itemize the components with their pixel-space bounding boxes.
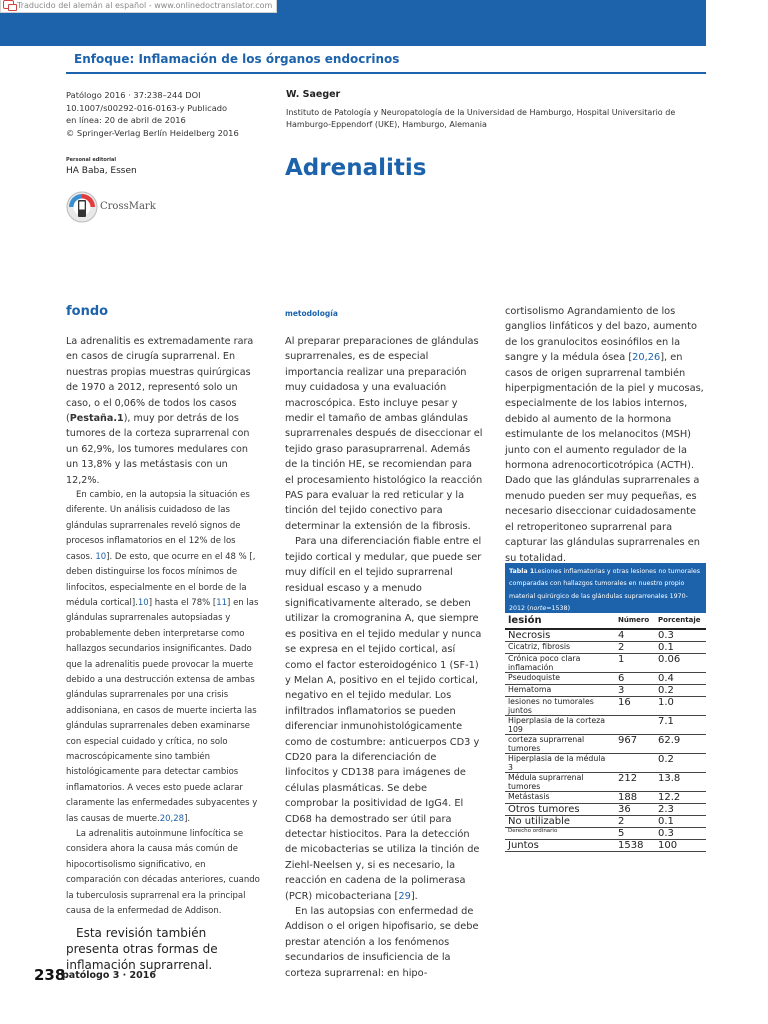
table-caption-text: Lesiones inflamatorias y otras lesiones no tumorales comparadas con hallazgos tumorales en nuestro propio material quirúrgico de las glándulas suprarrenales 1970-2012 ( [509, 568, 700, 613]
row-percent: 100 [655, 840, 706, 852]
row-number [615, 716, 655, 735]
row-number: 6 [615, 673, 655, 685]
row-number: 967 [615, 735, 655, 754]
editor-label: Personal editorial [66, 157, 117, 163]
row-percent: 7.1 [655, 716, 706, 735]
row-label: Juntos [505, 840, 615, 852]
paragraph: La adrenalitis autoinmune linfocítica se considera ahora la causa más común de hipocortisolismo significativo, en comparación con décadas anteriores, cuando la tuberculosis suprarrenal era la principal causa de la enfermedad de Addison. [66, 829, 260, 917]
author-affiliation: Instituto de Patología y Neuropatología de la Universidad de Hamburgo, Hospital Universitario de Hamburgo-Eppendorf (UKE), Hamburgo, Alemania [286, 108, 676, 129]
citation-link[interactable]: 20,26 [632, 352, 661, 364]
table-row [505, 654, 706, 673]
paragraph [505, 304, 705, 566]
focus-title: Enfoque: Inflamación de los órganos endocrinos [74, 52, 400, 66]
row-label: Otros tumores [505, 804, 615, 816]
row-label: No utilizable [505, 816, 615, 828]
column-header: lesión [505, 613, 615, 629]
row-number [615, 754, 655, 773]
row-label: Pseudoquiste [505, 673, 615, 685]
publication-meta [66, 89, 276, 139]
table-caption-italic: norte [529, 605, 547, 613]
text-run: ), muy por detrás de los tumores de la corteza suprarrenal con un 62,9%, los tumores medulares con un 13,8% y las metástasis con un 12,2%. [66, 413, 250, 486]
crossmark-icon [66, 191, 98, 223]
meta-line: © Springer-Verlag Berlín Heidelberg 2016 [66, 127, 239, 138]
text-run: ]. De esto, que ocurre en el 48 % [, deben distinguirse los focos mínimos de linfocitos, especialmente en el borde de la médula cortical]. [66, 551, 256, 608]
crossmark-label: CrossMark [100, 201, 156, 212]
citation-link[interactable]: 29 [398, 890, 411, 902]
table-row [505, 685, 706, 697]
row-number: 16 [615, 697, 655, 716]
table-reference[interactable]: Pestaña.1 [69, 413, 124, 425]
row-number: 212 [615, 773, 655, 792]
row-number: 2 [615, 642, 655, 654]
crossmark-badge[interactable] [66, 191, 162, 225]
row-number: 1538 [615, 840, 655, 852]
row-label: lesiones no tumorales juntos [505, 697, 615, 716]
row-percent: 0.3 [655, 629, 706, 642]
paragraph [285, 534, 483, 904]
lesions-table [505, 613, 706, 852]
column-header: Número [615, 613, 655, 629]
table-row [505, 804, 706, 816]
column-right [505, 304, 705, 566]
translator-bar[interactable] [0, 0, 277, 13]
article-title: Adrenalitis [285, 155, 427, 181]
table-row [505, 735, 706, 754]
text-run: ]. [184, 813, 191, 824]
section-heading-fondo: fondo [66, 304, 109, 319]
column-left [66, 334, 261, 973]
row-label: corteza suprarrenal tumores [505, 735, 615, 754]
row-label: Metástasis [505, 792, 615, 804]
row-label: Necrosis [505, 629, 615, 642]
row-percent: 0.4 [655, 673, 706, 685]
citation-link[interactable]: 20,28 [159, 813, 185, 824]
journal-footer: patólogo 3 · 2016 [62, 970, 156, 981]
meta-line: Patólogo 2016 · 37:238–244 DOI [66, 90, 201, 100]
text-run: cortisolismo Agrandamiento de los ganglios linfáticos y del bazo, aumento de los granulocitos eosinófilos en la sangre y la médula ósea [ [505, 306, 697, 364]
translator-text[interactable]: Traducido del alemán al español - www.onlinedoctranslator.com [17, 1, 273, 10]
row-number: 2 [615, 816, 655, 828]
table-row [505, 840, 706, 852]
row-label: Médula suprarrenal tumores [505, 773, 615, 792]
row-percent: 0.2 [655, 754, 706, 773]
table-row [505, 792, 706, 804]
row-percent: 0.2 [655, 685, 706, 697]
text-run: ] en las glándulas suprarrenales autopsiadas y probablemente deben interpretarse como hallazgos secundarios insignificantes. Dado que la adrenalitis puede provocar la muerte debido a una destrucción extensa de ambas glándulas suprarrenales por una crisis addisoniana, en casos de muerte incierta las glándulas suprarrenales deben examinarse con especial cuidado y crítica, no solo macroscópicamente sino también histológicamente para detectar cambios inflamatorios. A veces esto puede aclarar claramente las enfermedades subyacentes y las causas de muerte. [66, 597, 259, 824]
table-row [505, 773, 706, 792]
paragraph [66, 334, 261, 488]
paragraph-highlight: Esta revisión también presenta otras formas de inflamación suprarrenal. [66, 926, 218, 973]
row-number: 4 [615, 629, 655, 642]
row-percent: 12.2 [655, 792, 706, 804]
table-caption-label: Tabla 1 [509, 568, 535, 575]
meta-line: en línea: 20 de abril de 2016 [66, 115, 186, 125]
table-caption [505, 563, 706, 613]
row-number: 188 [615, 792, 655, 804]
text-run: Para una diferenciación fiable entre el tejido cortical y medular, que puede ser muy difícil en el tejido suprarrenal residual escaso y a menudo significativamente alterado, se deben utilizar la cromogranina A, que siempre es positiva en el tejido medular y nunca se expresa en el tejido cortical, así como el factor esteroidogénico 1 (SF-1) y Melan A, positivo en el tejido cortical, negativo en el tejido medular. Los infiltrados inflamatorios se pueden diferenciar inmunohistológicamente como de costumbre: anticuerpos CD3 y CD20 para la diferenciación de linfocitos y CD138 para imágenes de células plasmáticas. Se debe comprobar la positividad de IgG4. El CD68 ha demostrado ser útil para detectar histiocitos. Para la detección de micobacterias se utiliza la tinción de Ziehl-Neelsen y, si es necesario, la reacción en cadena de la polimerasa (PCR) micobacteriana [ [285, 536, 482, 902]
table-row [505, 673, 706, 685]
table-row [505, 828, 706, 840]
table-row [505, 816, 706, 828]
editor-name: HA Baba, Essen [66, 166, 137, 176]
paragraph: En las autopsias con enfermedad de Addison o el origen hipofisario, se debe prestar atención a los fenómenos secundarios de insuficiencia de la corteza suprarrenal: en hipo- [285, 906, 479, 979]
citation-link[interactable]: 10 [95, 551, 107, 562]
column-header: Porcentaje [655, 613, 706, 629]
row-label: Crónica poco clara inflamación [505, 654, 615, 673]
table-row [505, 629, 706, 642]
meta-line: 10.1007/s00292-016-0163-y Publicado [66, 102, 228, 113]
table-row [505, 697, 706, 716]
table-header-row [505, 613, 706, 629]
table-row [505, 642, 706, 654]
row-label: Hiperplasia de la médula 3 [505, 754, 615, 773]
text-run: La adrenalitis es extremadamente rara en casos de cirugía suprarrenal. En nuestras propias muestras quirúrgicas de 1970 a 2012, representó solo un caso, o el 0,06% de todos los casos ( [66, 336, 254, 425]
text-run: ]. [410, 890, 418, 902]
row-percent: 1.0 [655, 697, 706, 716]
row-percent: 2.3 [655, 804, 706, 816]
row-number: 3 [615, 685, 655, 697]
row-percent: 0.1 [655, 816, 706, 828]
column-middle [285, 334, 483, 981]
citation-link[interactable]: 10 [137, 597, 149, 608]
row-label: Hiperplasia de la corteza 109 [505, 716, 615, 735]
paragraph [66, 488, 261, 827]
paragraph: Al preparar preparaciones de glándulas suprarrenales, es de especial importancia realizar una preparación muy cuidadosa y una evaluación macroscópica. Esto incluye pesar y medir el tamaño de ambas glándulas suprarrenales después de diseccionar el tejido graso parasuprarrenal. Además de la tinción HE, se recomiendan para el procesamiento histológico la reacción PAS para evaluar la red reticular y la tinción del tejido conectivo para determinar la extensión de la fibrosis. [285, 336, 483, 532]
row-number: 5 [615, 828, 655, 840]
text-run: ], en casos de origen suprarrenal también hiperpigmentación de la piel y mucosas, especialmente de los labios internos, debido al aumento de la hormona estimulante de los melanocitos (MSH) junto con el aumento regulador de la hormona adrenocorticotrópica (ACTH). Dado que las glándulas suprarrenales a menudo pueden ser muy pequeñas, es necesario diseccionar cuidadosamente el retroperitoneo suprarrenal para capturar las glándulas suprarrenales en su totalidad. [505, 352, 704, 564]
translate-icon [3, 0, 14, 9]
text-run: En cambio, en la autopsia la situación es diferente. Un análisis cuidadoso de las glándulas suprarrenales reveló signos de procesos inflamatorios en el 12% de los casos. [66, 490, 250, 562]
author-name: W. Saeger [286, 89, 341, 100]
row-percent: 13.8 [655, 773, 706, 792]
text-run: ] hasta el 78% [ [148, 597, 217, 608]
row-percent: 62.9 [655, 735, 706, 754]
row-label: Hematoma [505, 685, 615, 697]
focus-section-bar [66, 46, 706, 74]
row-number: 36 [615, 804, 655, 816]
citation-link[interactable]: 11 [216, 597, 228, 608]
page-number: 238 [34, 966, 66, 984]
section-heading-metodologia: metodología [285, 309, 338, 318]
row-percent: 0.06 [655, 654, 706, 673]
row-label: Derecho ordinario [505, 828, 615, 840]
row-percent: 0.3 [655, 828, 706, 840]
row-percent: 0.1 [655, 642, 706, 654]
row-number: 1 [615, 654, 655, 673]
table-caption-end: =1538) [546, 605, 571, 613]
table-1 [505, 563, 706, 852]
table-row [505, 754, 706, 773]
row-label: Cicatriz, fibrosis [505, 642, 615, 654]
table-row [505, 716, 706, 735]
